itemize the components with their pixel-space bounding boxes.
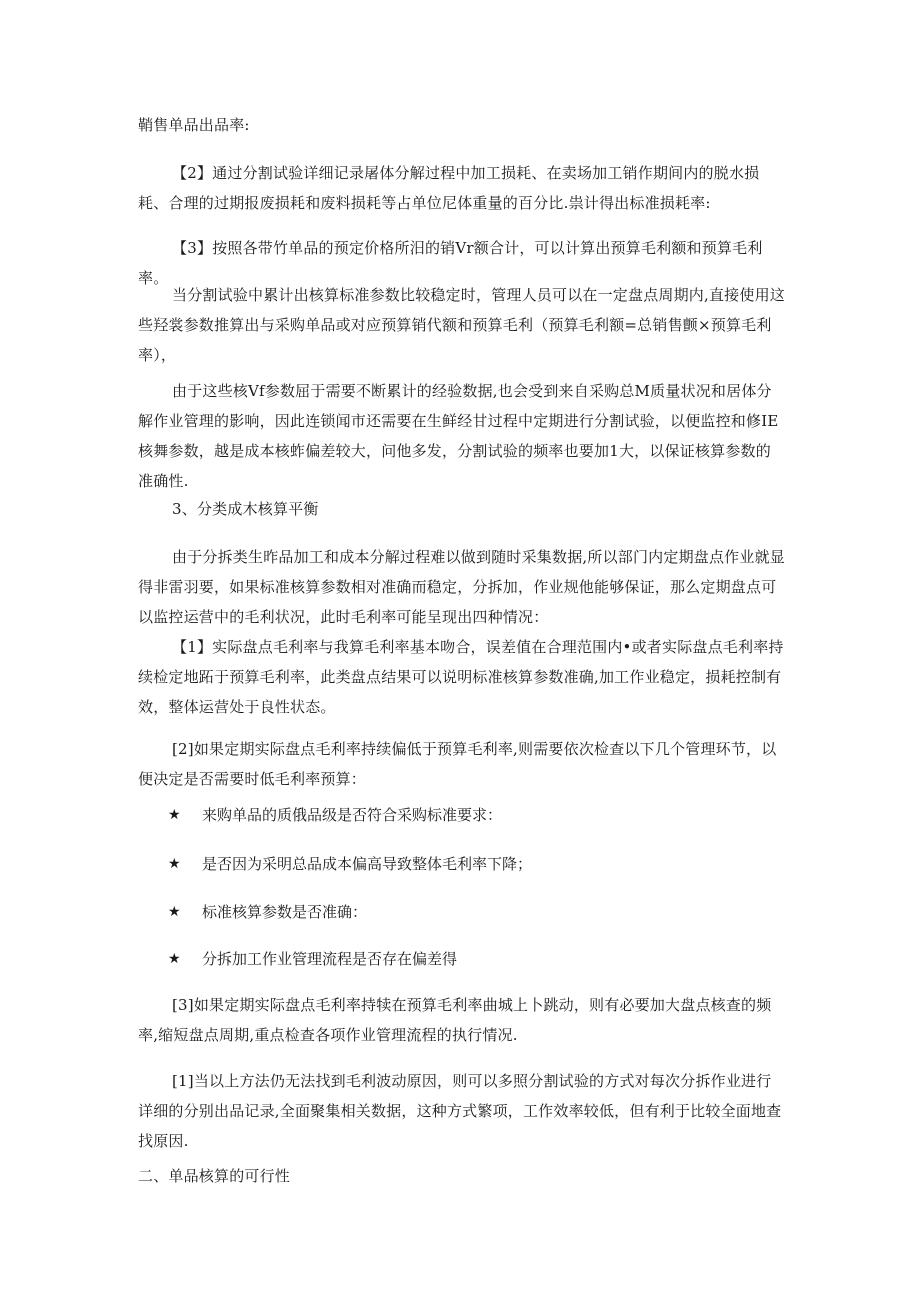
paragraph-item-3-budget-margin: 【3】按照各带竹单品的预定价格所汨的销Vr额合计，可以计算出预算毛利额和预算毛利率。 bbox=[138, 239, 763, 287]
star-icon: ★ bbox=[168, 951, 181, 967]
list-item bbox=[168, 800, 768, 830]
star-icon: ★ bbox=[168, 856, 181, 872]
list-item-text: 分拆加工作业管理流程是否存在偏差得 bbox=[202, 950, 458, 968]
section-heading-feasibility: 二、单品核算的可行性 bbox=[138, 1167, 291, 1185]
paragraph-item-2-loss-rate: 【2】通过分割试验详细记录屠体分解过程中加工损耗、在卖场加工销作期间内的脱水损耗、合理的过期报废损耗和废料损耗等占单位尼体重量的百分比.祟计得出标准损耗率: bbox=[138, 164, 760, 212]
paragraph-case-1: 【1】实际盘点毛利率与我算毛利率基本吻合，误差值在合理范围内•或者实际盘点毛利率持续检定地跖于预算毛利率，此类盘点结果可以说明标准核算参数准确,加工作业稳定，损耗控制有效，整体运营处于良性状态。 bbox=[138, 638, 784, 716]
paragraph-periodic-inventory: 由于分拆类生昨品加工和成本分解过程难以做到随时采集数据,所以部门内定期盘点作业就显得非雷羽要，如果标准核算参数相对准确而稳定，分拆加，作业规他能够保证，那么定期盘点可以监控运营中的毛利状况，此时毛利率可能呈现出四种情况： bbox=[138, 548, 785, 626]
section-heading-category-cost: 3、分类成木核算平衡 bbox=[172, 500, 319, 518]
paragraph-case-3: [3]如果定期实际盘点毛利率持犊在预算毛利率曲城上卜跳动，则有必要加大盘点核查的频率,缩短盘点周期,重点检查各项作业管理流程的执行情况. bbox=[138, 996, 772, 1044]
list-item-text: 是否因为采明总品成本偏高导致整体毛利率下降； bbox=[202, 855, 533, 873]
list-item-text: 来购单品的质俄品级是否符合采购标准要求： bbox=[202, 806, 503, 824]
paragraph-case-2: [2]如果定期实际盘点毛利率持续偏低于预算毛利率,则需要依次检查以下几个管理环节，以便决定是否需要时低毛利率预算： bbox=[138, 740, 777, 788]
star-icon: ★ bbox=[168, 807, 181, 823]
paragraph-case-4: [1]当以上方法仍无法找到毛利波动原因，则可以多照分割试验的方式对每次分拆作业进行详细的分别出品记录,全面聚集相关数据，这种方式繁项，工作效率较低，但有利于比较全面地查找原因. bbox=[138, 1072, 782, 1150]
paragraph-standard-params: 当分割试验中累计出核算标准参数比较稳定时，管理人员可以在一定盘点周期内,直接使用这些羟裳参数推算出与采购单品或对应预算销代额和预算毛利（预算毛利额=总销售颤×预算毛利率）， bbox=[138, 286, 785, 364]
list-item bbox=[168, 944, 768, 974]
paragraph-experience-data: 由于这些核Vf参数屈于需要不断累计的经验数据,也会受到来自采购总M质量状况和居体分解作业管理的影响，因此连锁闻市还需要在生鲜经甘过程中定期进行分割试验，以便监控和修IE核舞参数，越是成本核蚱偏差较大，问他多发，分割试验的频率也要加1大，以保证核算参数的准确性. bbox=[138, 382, 779, 490]
list-item-text: 标准核算参数是否准确： bbox=[202, 903, 368, 921]
list-item bbox=[168, 897, 768, 927]
star-icon: ★ bbox=[168, 904, 181, 920]
paragraph-sales-yield: 鞘售单品出品率: bbox=[138, 116, 250, 134]
list-item bbox=[168, 849, 768, 879]
